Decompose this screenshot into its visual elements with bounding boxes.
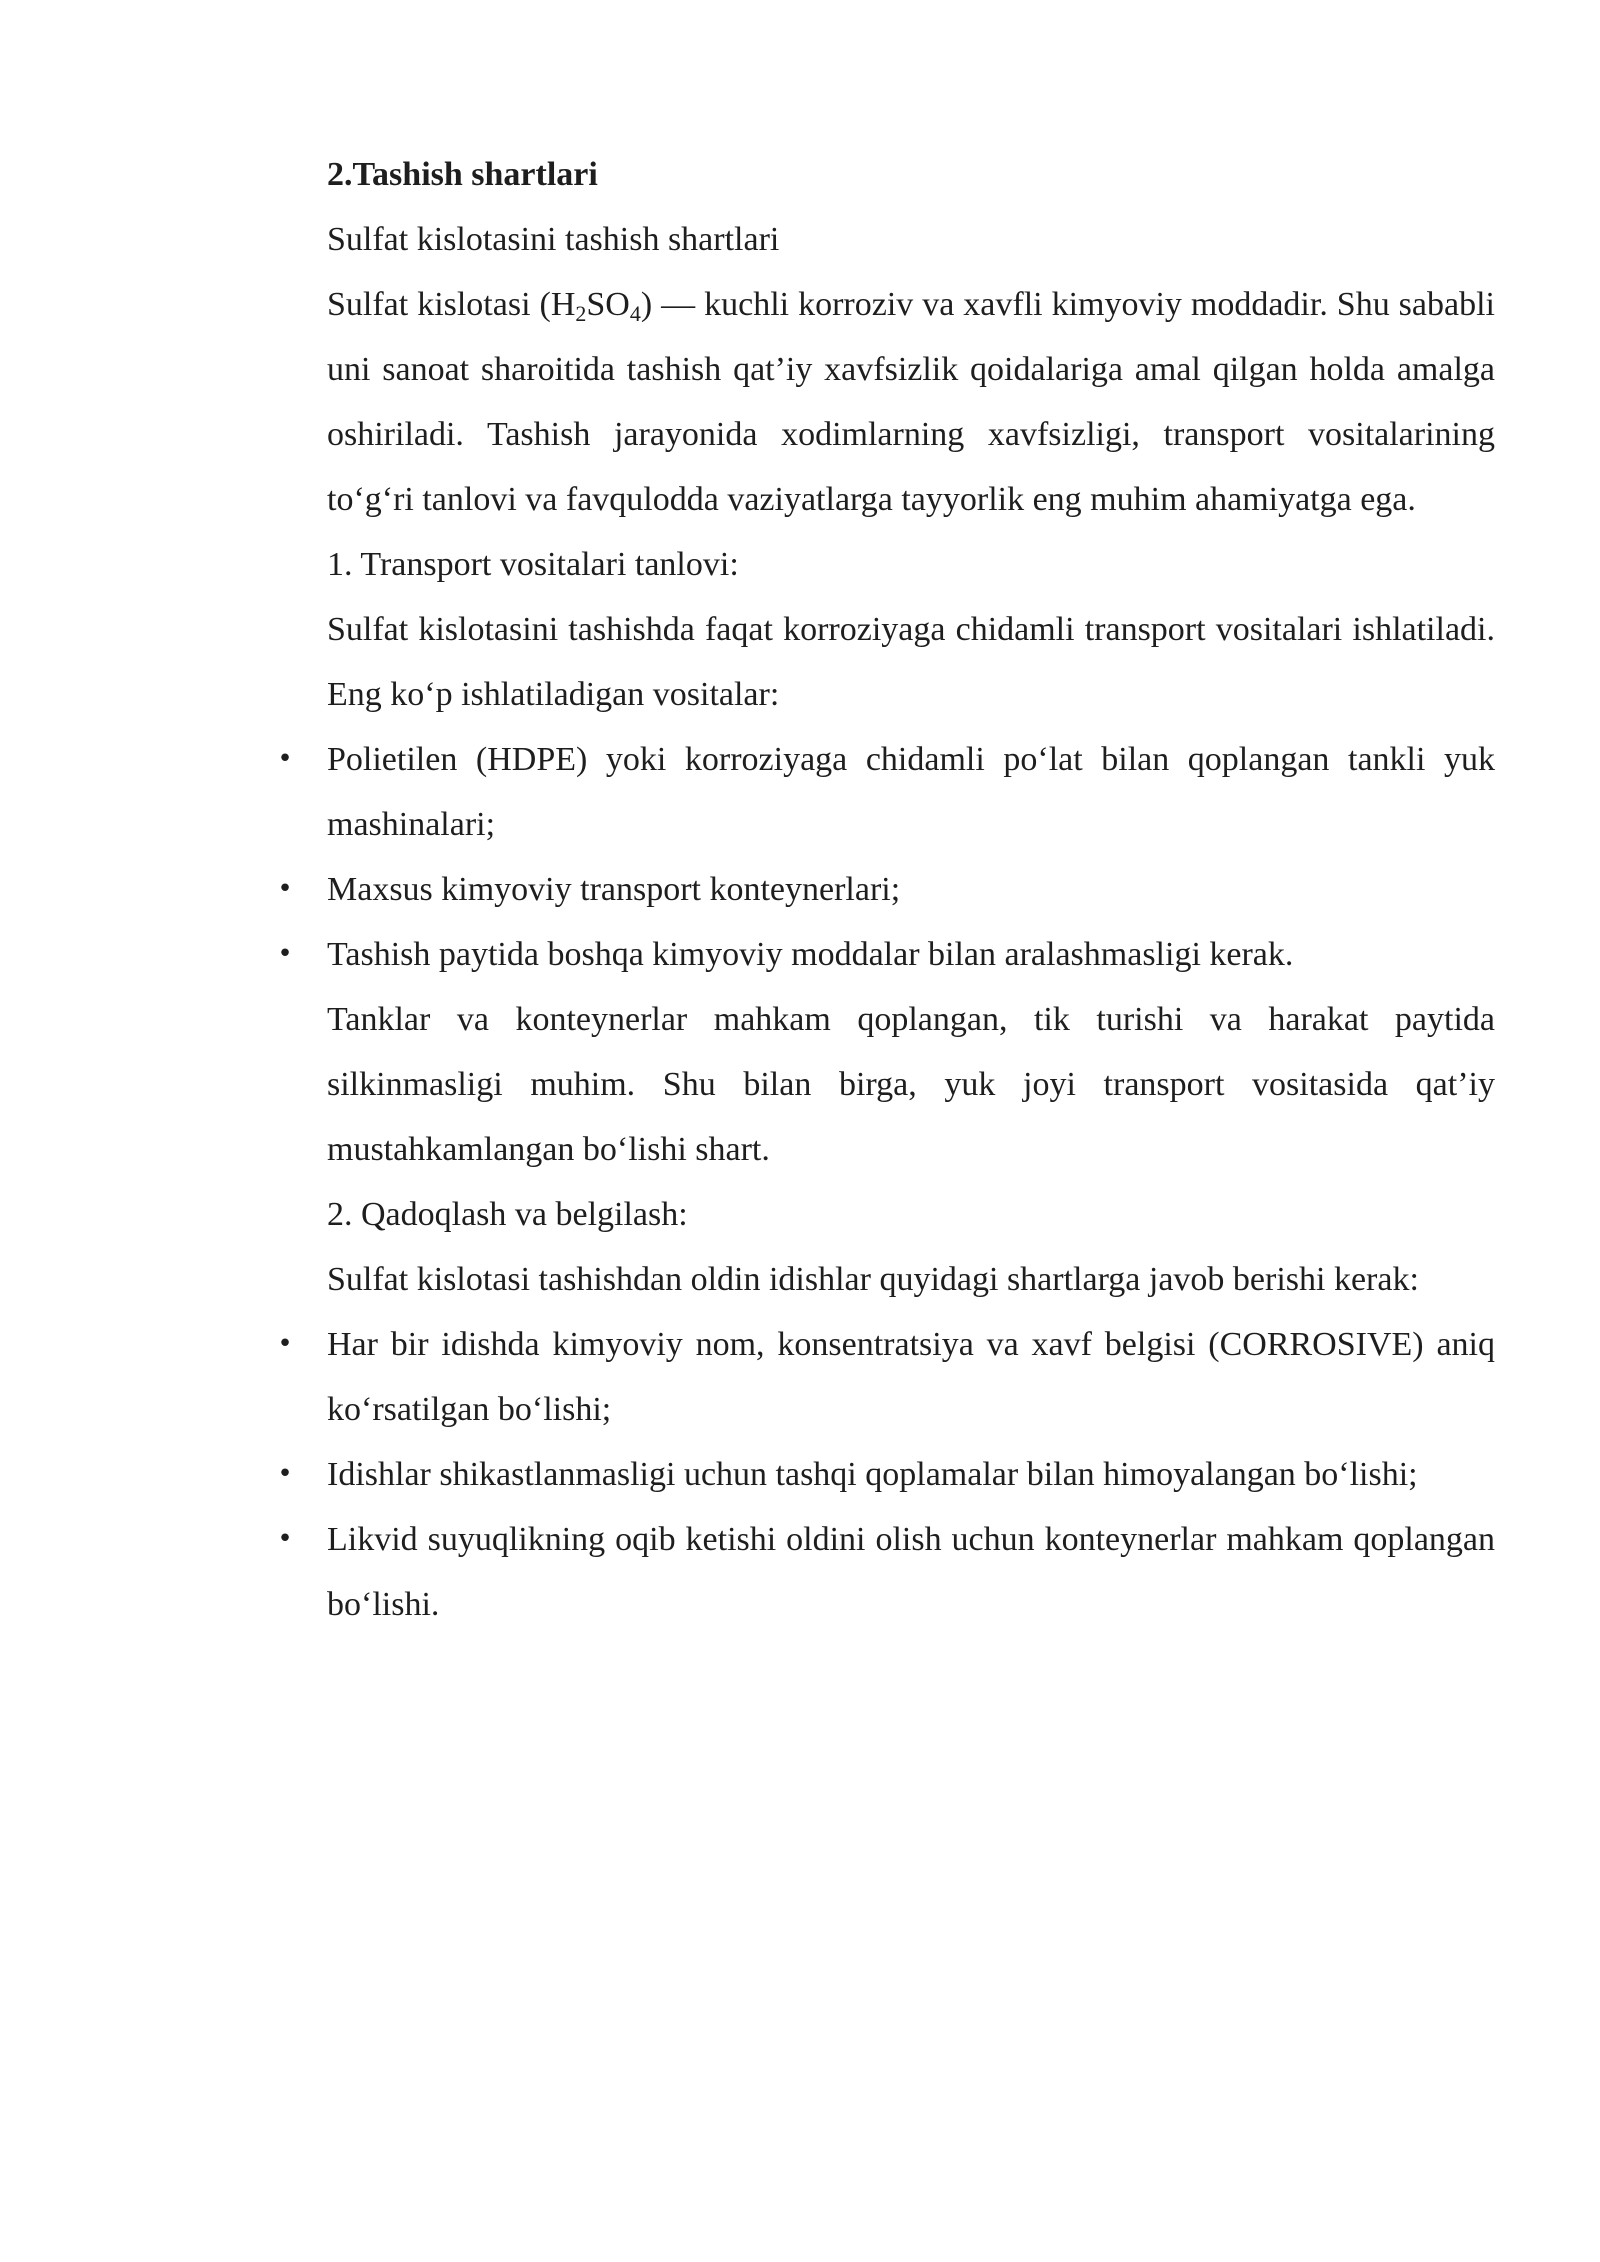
formula-subscript-2: 2 [575, 301, 587, 326]
section1-bullet-list [277, 727, 1495, 987]
bullet-icon: • [277, 1524, 293, 1554]
list-item-text: Likvid suyuqlikning oqib ketishi oldini olish uchun konteynerlar mahkam qoplangan bo‘lishi. [327, 1521, 1495, 1623]
list-item-text: Idishlar shikastlanmasligi uchun tashqi qoplamalar bilan himoyalangan bo‘lishi; [327, 1456, 1418, 1493]
list-item [277, 1442, 1495, 1507]
section1-intro: Sulfat kislotasini tashishda faqat korroziyaga chidamli transport vositalari ishlatiladi. Eng ko‘p ishlatiladigan vositalar: [327, 611, 1495, 713]
bullet-icon: • [277, 744, 293, 774]
formula-h: H [550, 286, 576, 323]
formula-subscript-4: 4 [629, 301, 641, 326]
subtitle: Sulfat kislotasini tashish shartlari [327, 221, 780, 258]
list-item-text: Har bir idishda kimyoviy nom, konsentratsiya va xavf belgisi (CORROSIVE) aniq ko‘rsatilgan bo‘lishi; [327, 1326, 1495, 1428]
intro-after-formula: ) — kuchli korroziv va xavfli kimyoviy moddadir. Shu sababli uni sanoat sharoitida tashish qat’iy xavfsizlik qoidalariga amal qilgan holda amalga oshiriladi. Tashish jarayonida xodimlarning xavfsizligi, transport vositalarining to‘g‘ri tanlovi va favqulodda vaziyatlarga tayyorlik eng muhim ahamiyatga ega. [327, 286, 1495, 518]
list-item [277, 1507, 1495, 1637]
section1-closing: Tanklar va konteynerlar mahkam qoplangan, tik turishi va harakat paytida silkinmasligi muhim. Shu bilan birga, yuk joyi transport vositasida qat’iy mustahkamlangan bo‘lishi shart. [327, 1001, 1495, 1168]
list-item [277, 1312, 1495, 1442]
section2-intro: Sulfat kislotasi tashishdan oldin idishlar quyidagi shartlarga javob berishi kerak: [327, 1261, 1419, 1298]
list-item [277, 922, 1495, 987]
intro-paragraph [327, 272, 1495, 532]
bullet-icon: • [277, 1459, 293, 1489]
list-item [277, 857, 1495, 922]
list-item-text: Tashish paytida boshqa kimyoviy moddalar bilan aralashmasligi kerak. [327, 936, 1294, 973]
section2-heading: 2. Qadoqlash va belgilash: [327, 1196, 688, 1233]
section1-heading: 1. Transport vositalari tanlovi: [327, 546, 739, 583]
section2-bullet-list [277, 1312, 1495, 1637]
bullet-icon: • [277, 1329, 293, 1359]
bullet-icon: • [277, 939, 293, 969]
list-item [277, 727, 1495, 857]
intro-before-formula: Sulfat kislotasi ( [327, 286, 551, 323]
section-title: 2.Tashish shartlari [327, 156, 598, 193]
bullet-icon: • [277, 874, 293, 904]
list-item-text: Maxsus kimyoviy transport konteynerlari; [327, 871, 901, 908]
list-item-text: Polietilen (HDPE) yoki korroziyaga chidamli po‘lat bilan qoplangan tankli yuk mashinalari; [327, 741, 1495, 843]
document-content [277, 142, 1495, 1637]
formula-so: SO [586, 286, 630, 323]
